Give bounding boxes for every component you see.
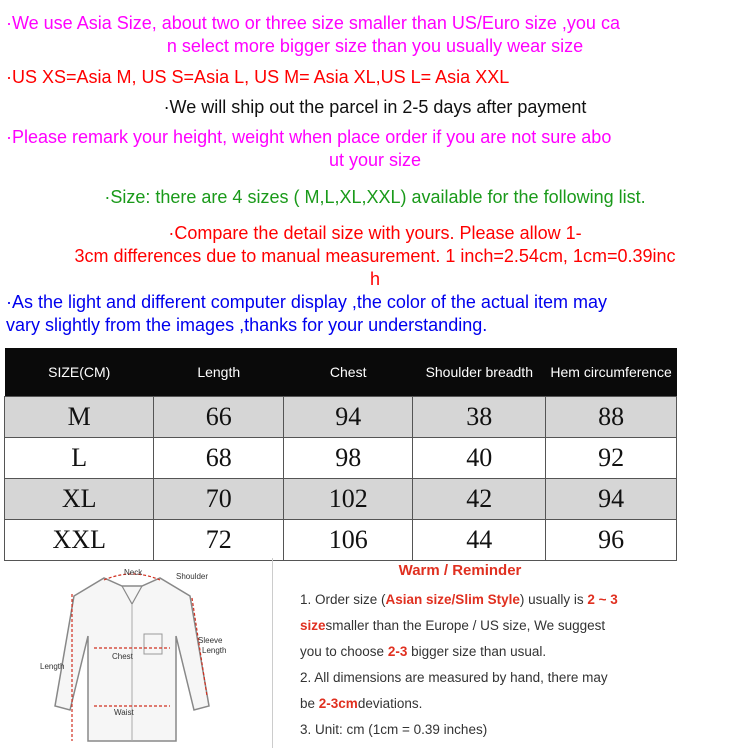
reminder-text: deviations. [357, 696, 423, 711]
table-header-row [5, 348, 677, 397]
size-notes [0, 0, 750, 337]
cell-shoulder: 42 [413, 479, 546, 520]
reminder-text: 1. Order size ( [300, 592, 386, 607]
reminder-text: you to choose [300, 644, 388, 659]
cell-size: XXL [5, 520, 154, 561]
shirt-diagram-icon [4, 556, 266, 751]
header-length: Length [154, 348, 284, 397]
label-neck: Neck [124, 568, 143, 577]
note-color-cont: vary slightly from the images ,thanks for your understanding. [6, 315, 488, 335]
reminder-line-6: 3. Unit: cm (1cm = 0.39 inches) [300, 722, 488, 737]
table-row [5, 397, 677, 438]
note-compare-cont: 3cm differences due to manual measurement. 1 inch=2.54cm, 1cm=0.39inc [74, 246, 676, 266]
note-compare-cont2: h [369, 269, 380, 289]
warm-reminder [280, 558, 740, 743]
note-available-sizes: ·Size: there are 4 sizes ( M,L,XL,XXL) available for the following list. [104, 187, 646, 207]
cell-chest: 98 [283, 438, 412, 479]
bottom-section [0, 556, 750, 751]
label-sleeve: Sleeve [198, 636, 223, 645]
shirt-measurement-diagram [4, 556, 266, 751]
reminder-text: bigger size than usual. [407, 644, 547, 659]
cell-length: 70 [154, 479, 284, 520]
cell-shoulder: 44 [413, 520, 546, 561]
cell-shoulder: 40 [413, 438, 546, 479]
size-chart-table [4, 348, 677, 561]
table-row [5, 479, 677, 520]
reminder-line-3 [300, 639, 740, 665]
cell-length: 72 [154, 520, 284, 561]
section-divider [272, 558, 273, 748]
reminder-highlight: 2-3cm [318, 696, 358, 711]
cell-shoulder: 38 [413, 397, 546, 438]
cell-chest: 102 [283, 479, 412, 520]
reminder-line-1 [300, 587, 740, 613]
reminder-text: be [300, 696, 319, 711]
header-shoulder: Shoulder breadth [413, 348, 546, 397]
reminder-title: Warm / Reminder [398, 562, 522, 579]
note-asia-size-cont: n select more bigger size than you usually wear size [166, 36, 584, 56]
note-remark: ·Please remark your height, weight when place order if you are not sure abo [6, 127, 612, 147]
reminder-text: ) usually is [519, 592, 588, 607]
note-size-conversion: ·US XS=Asia M, US S=Asia L, US M= Asia XL,US L= Asia XXL [6, 67, 510, 87]
cell-size: L [5, 438, 154, 479]
reminder-highlight: 2 ~ 3 [587, 592, 618, 607]
label-waist: Waist [114, 708, 134, 717]
reminder-text: smaller than the Europe / US size, We suggest [325, 618, 606, 633]
reminder-highlight: 2-3 [387, 644, 408, 659]
cell-hem: 96 [546, 520, 677, 561]
label-length: Length [40, 662, 65, 671]
reminder-line-4: 2. All dimensions are measured by hand, there may [300, 670, 608, 685]
reminder-line-2 [300, 613, 740, 639]
cell-hem: 88 [546, 397, 677, 438]
label-shoulder: Shoulder [176, 572, 209, 581]
cell-size: XL [5, 479, 154, 520]
table-row [5, 520, 677, 561]
reminder-line-5 [300, 691, 740, 717]
reminder-highlight: size [300, 618, 326, 633]
header-size: SIZE(CM) [5, 348, 154, 397]
header-hem: Hem circumference [546, 348, 677, 397]
note-compare: ·Compare the detail size with yours. Please allow 1- [168, 223, 582, 243]
cell-length: 68 [154, 438, 284, 479]
note-remark-cont: ut your size [328, 150, 422, 170]
reminder-highlight: Asian size/Slim Style [385, 592, 520, 607]
cell-hem: 94 [546, 479, 677, 520]
note-color: ·As the light and different computer display ,the color of the actual item may [6, 292, 607, 312]
cell-length: 66 [154, 397, 284, 438]
table-row [5, 438, 677, 479]
label-chest: Chest [112, 652, 133, 661]
note-asia-size: ·We use Asia Size, about two or three size smaller than US/Euro size ,you ca [6, 13, 620, 33]
header-chest: Chest [283, 348, 412, 397]
cell-size: M [5, 397, 154, 438]
label-sleeve-length: Length [202, 646, 227, 655]
cell-hem: 92 [546, 438, 677, 479]
note-shipping: ·We will ship out the parcel in 2-5 days after payment [163, 97, 587, 117]
cell-chest: 106 [283, 520, 412, 561]
cell-chest: 94 [283, 397, 412, 438]
